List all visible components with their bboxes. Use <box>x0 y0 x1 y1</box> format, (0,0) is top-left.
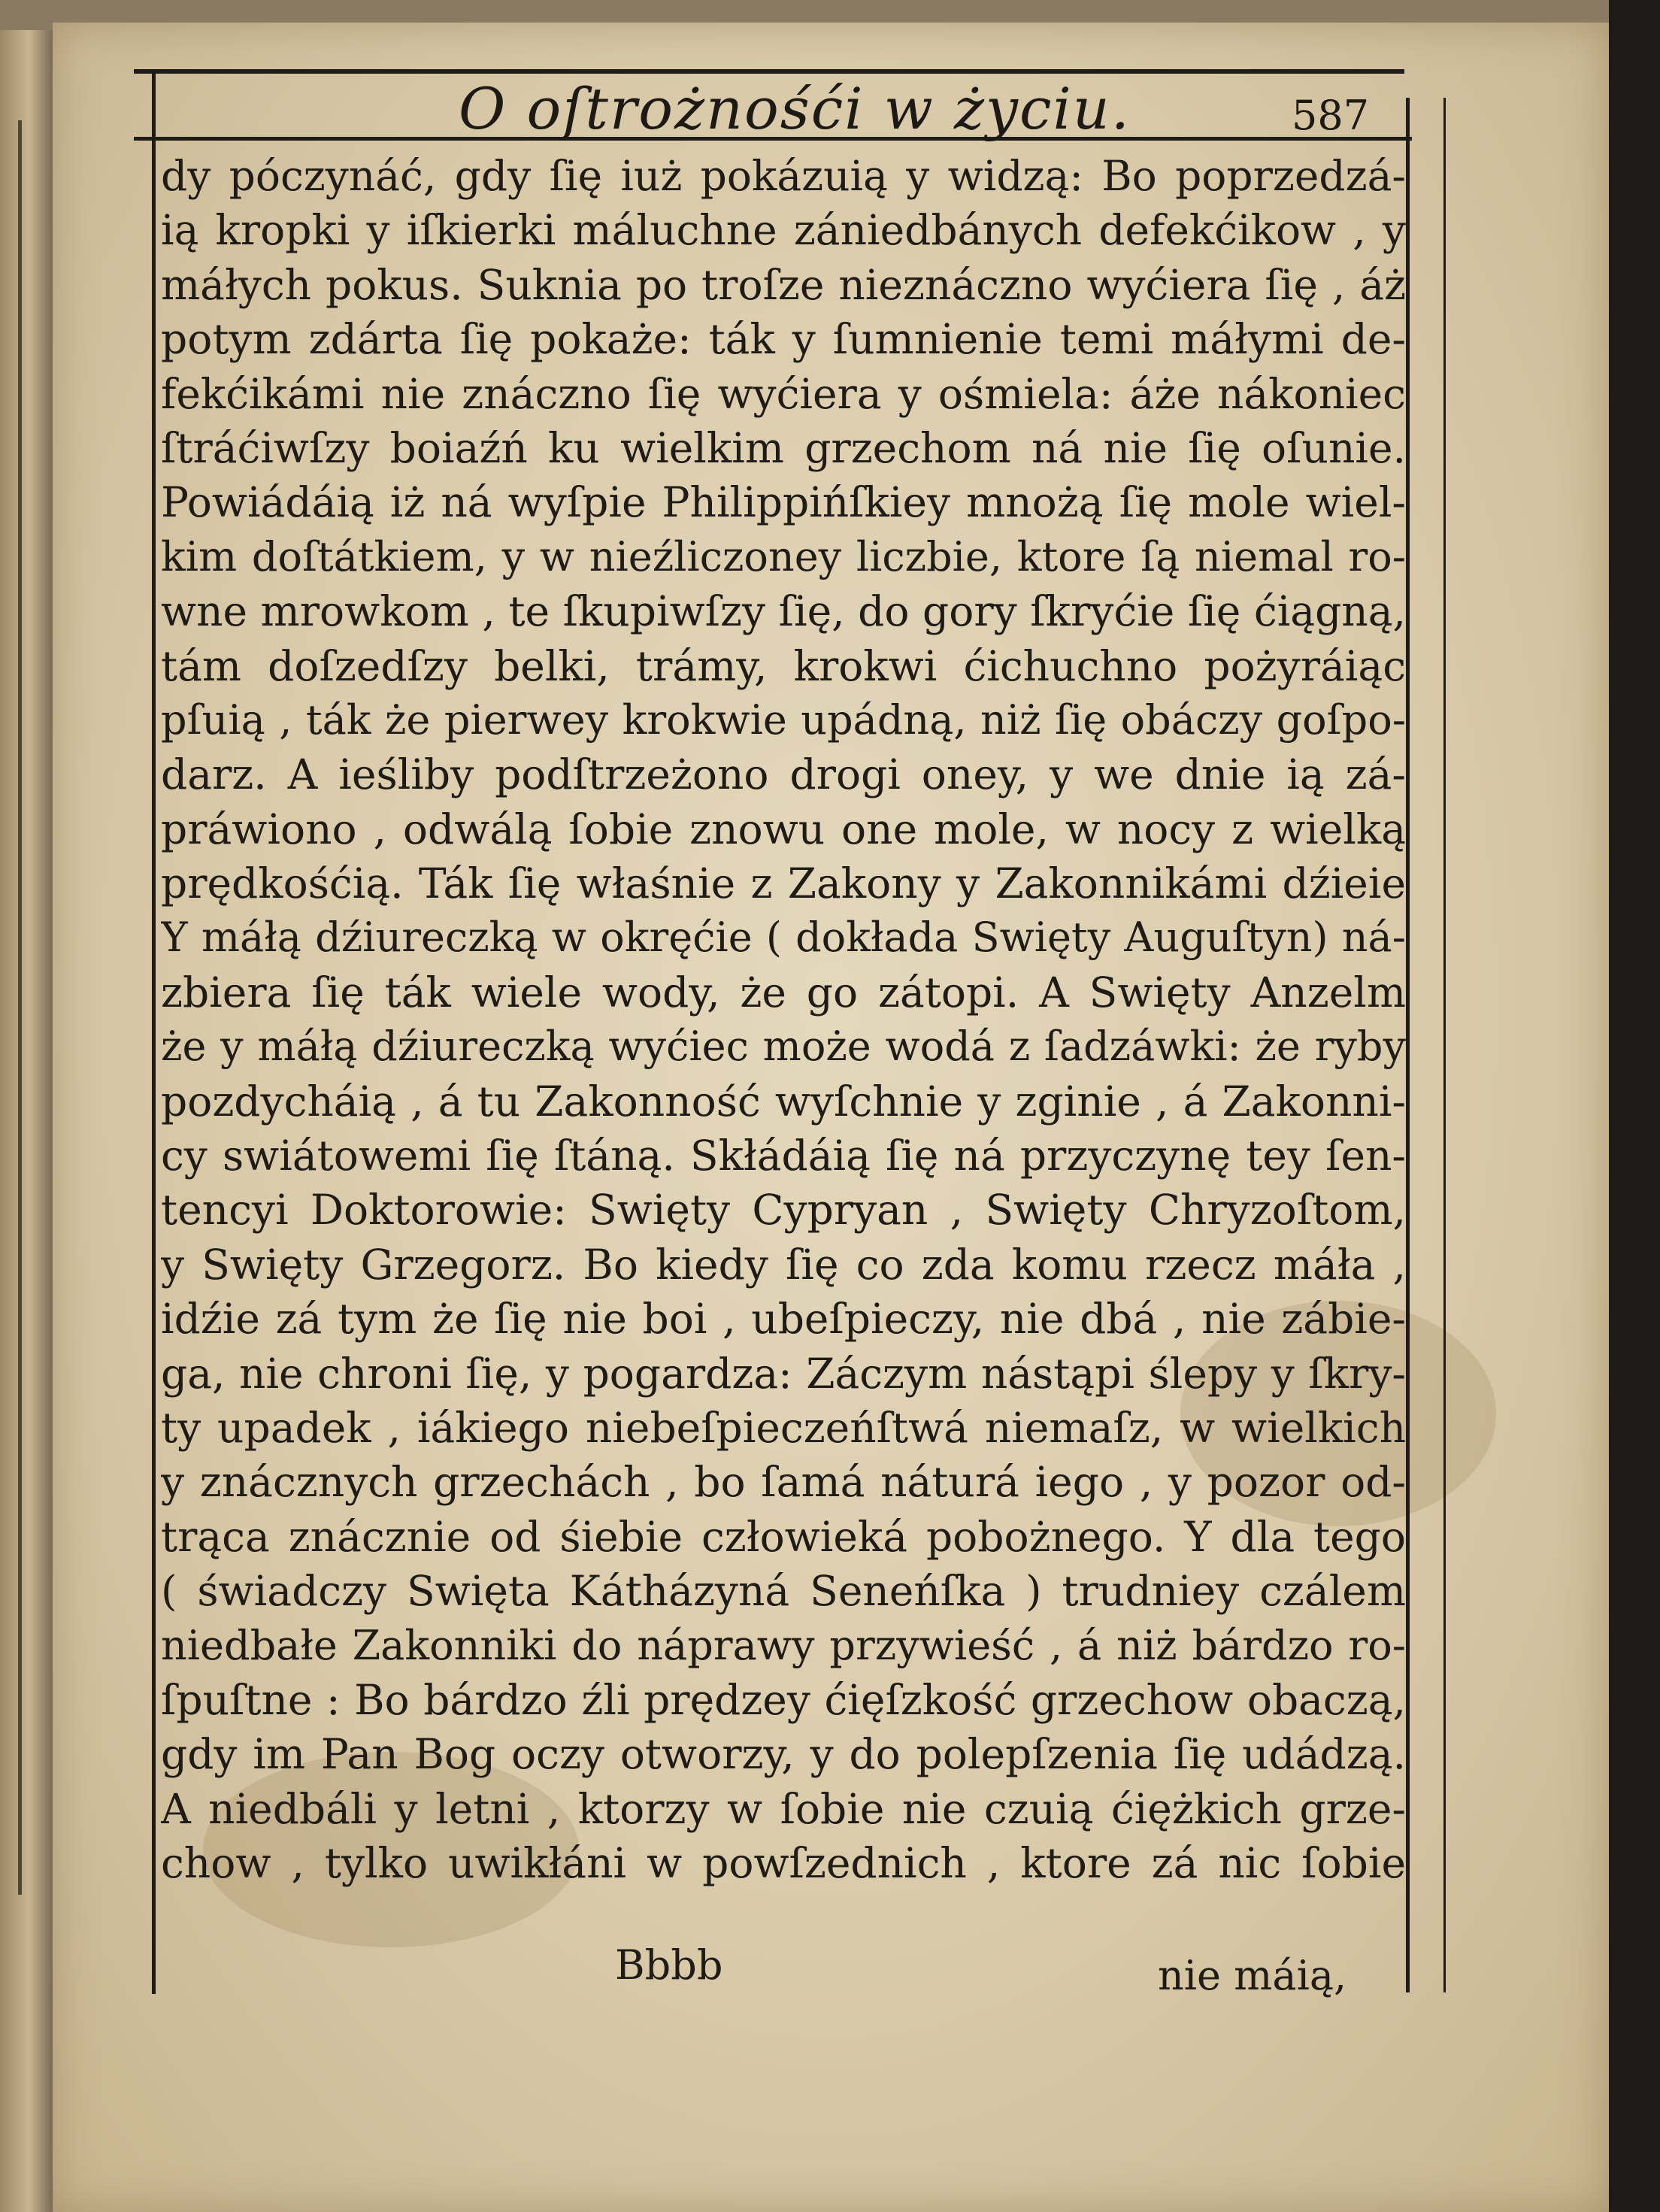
text-line: ty upadek , iákiego niebeſpieczeńſtwá niemaſz, w wielkich <box>161 1403 1406 1452</box>
page-number: 587 <box>1292 92 1370 139</box>
text-line: Powiádáią iż ná wyſpie Philippińſkiey mnożą ſię mole wiel- <box>161 478 1406 527</box>
text-line: fekćikámi nie znáczno ſię wyćiera y ośmiela: áże nákoniec <box>161 369 1406 418</box>
text-line: A niedbáli y letni , ktorzy w ſobie nie czuią ćiężkich grze- <box>161 1784 1406 1833</box>
text-line: kim doſtátkiem, y w nieźliczoney liczbie, ktore ſą niemal ro- <box>161 532 1406 580</box>
book-page <box>53 23 1609 2212</box>
text-line: potym zdárta ſię pokaże: ták y ſumnienie temi máłymi de- <box>161 315 1406 364</box>
text-line: chow , tylko uwikłáni w powſzednich , ktore zá nic ſobie <box>161 1839 1406 1888</box>
previous-page-edge <box>0 30 55 2212</box>
text-line: y znácznych grzechách , bo ſamá náturá iego , y pozor od- <box>161 1458 1406 1507</box>
text-line: práwiono , odwálą ſobie znowu one mole, w nocy z wielką <box>161 805 1406 853</box>
text-line: cy swiátowemi ſię ſtáną. Skłádáią ſię ná przyczynę tey ſen- <box>161 1132 1406 1180</box>
text-line: máłych pokus. Suknia po troſze nieznáczno wyćiera ſię , áż <box>161 260 1406 309</box>
text-line: darz. A ieśliby podſtrzeżono drogi oney, y we dnie ią zá- <box>161 750 1406 799</box>
text-line: ſpuſtne : Bo bárdzo źli prędzey ćięſzkość grzechow obaczą, <box>161 1675 1406 1724</box>
running-head-title: O oſtrożnośći w życiu. <box>459 75 1131 142</box>
text-line: tencyi Doktorowie: Swięty Cypryan , Swięty Chryzoſtom, <box>161 1186 1406 1235</box>
signature-mark: Bbbb <box>615 1941 723 1989</box>
text-line: ( świadczy Swięta Kátházyná Seneńſka ) trudniey czálem <box>161 1567 1406 1616</box>
text-line: dy póczynáć, gdy ſię iuż pokázuią y widzą: Bo poprzedzá- <box>161 152 1406 200</box>
frame-rule-right <box>1406 98 1410 1992</box>
text-line: pſuią , ták że pierwey krokwie upádną, niż ſię obáczy goſpo- <box>161 695 1406 744</box>
previous-page-rule <box>18 120 22 1895</box>
text-line: y Swięty Grzegorz. Bo kiedy ſię co zda komu rzecz máła , <box>161 1240 1406 1289</box>
text-line: prędkośćią. Ták ſię właśnie z Zakony y Zakonnikámi dźieie <box>161 859 1406 908</box>
text-line: ſtráćiwſzy boiaźń ku wielkim grzechom ná nie ſię oſunie. <box>161 423 1406 472</box>
text-line: ga, nie chroni ſię, y pogardza: Záczym nástąpi ślepy y ſkry- <box>161 1349 1406 1398</box>
text-line: wne mrowkom , te ſkupiwſzy ſię, do gory ſkryćie ſię ćiągną, <box>161 587 1406 636</box>
frame-rule-left <box>152 69 156 1994</box>
catchword: nie máią, <box>1158 1952 1347 1999</box>
text-line: zbiera ſię ták wiele wody, że go zátopi. A Swięty Anzelm <box>161 968 1406 1017</box>
text-line: że y máłą dźiureczką wyćiec może wodá z ſadzáwki: że ryby <box>161 1023 1406 1071</box>
text-line: niedbałe Zakonniki do náprawy przywieść , á niż bárdzo ro- <box>161 1621 1406 1669</box>
text-line: tám doſzedſzy belki, trámy, krokwi ćichuchno pożyráiąc <box>161 641 1406 690</box>
text-line: idźie zá tym że ſię nie boi , ubeſpieczy, nie dbá , nie zábie- <box>161 1295 1406 1344</box>
dark-backdrop <box>1609 0 1660 2212</box>
text-line: Y máłą dźiureczką w okręćie ( dokłada Swięty Auguſtyn) ná- <box>161 914 1406 962</box>
text-line: pozdycháią , á tu Zakonność wyſchnie y zginie , á Zakonni- <box>161 1077 1406 1126</box>
text-line: trąca znácznie od śiebie człowieká pobożnego. Y dla tego <box>161 1512 1406 1561</box>
frame-rule-outer-right <box>1443 98 1446 1992</box>
text-line: gdy im Pan Bog oczy otworzy, y do polepſzenia ſię udádzą. <box>161 1730 1406 1779</box>
text-line: ią kropki y iſkierki máluchne zániedbánych defekćikow , y <box>161 206 1406 255</box>
frame-rule-top <box>134 69 1404 74</box>
body-text <box>161 149 1406 1891</box>
